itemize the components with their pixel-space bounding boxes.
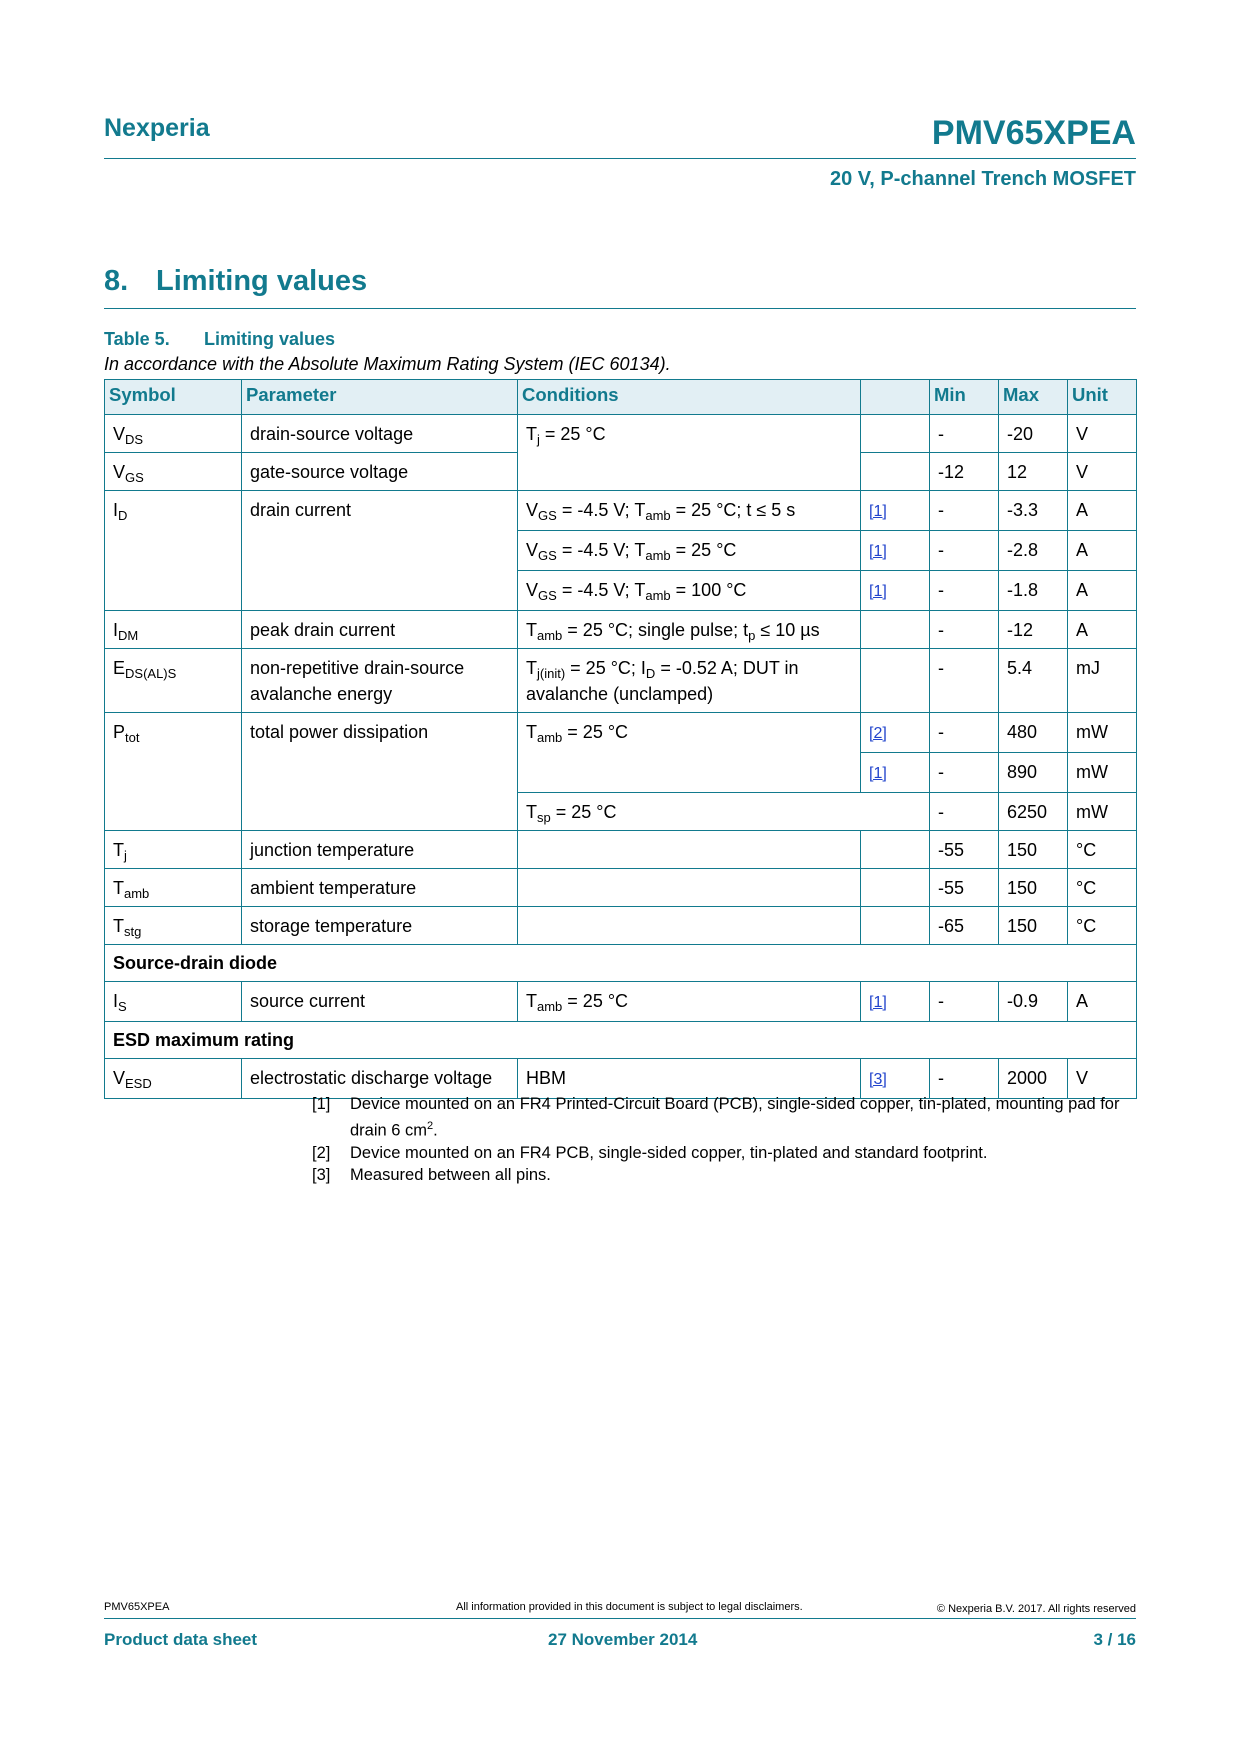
header-max: Max xyxy=(999,380,1068,415)
parameter-cell: storage temperature xyxy=(242,907,518,945)
table-row xyxy=(105,649,1137,713)
min-cell: -65 xyxy=(930,907,999,945)
symbol-cell: $I_{DM}$ xyxy=(105,611,242,649)
table-title: Limiting values xyxy=(204,329,336,349)
footer-copyright: © Nexperia B.V. 2017. All rights reserved xyxy=(936,1603,1136,1615)
min-cell: - xyxy=(930,491,999,531)
conditions-cell xyxy=(518,907,861,945)
min-cell: - xyxy=(930,649,999,713)
max-cell: 2000 xyxy=(999,1059,1068,1099)
max-cell: -12 xyxy=(999,611,1068,649)
ref-cell xyxy=(861,753,930,793)
parameter-cell: total power dissipation xyxy=(242,713,518,831)
table-row xyxy=(105,982,1137,1022)
parameter-cell: source current xyxy=(242,982,518,1022)
max-cell: 150 xyxy=(999,907,1068,945)
unit-cell: A xyxy=(1068,491,1137,531)
ref-cell xyxy=(861,531,930,571)
unit-cell: mW xyxy=(1068,793,1137,831)
max-cell: 5.4 xyxy=(999,649,1068,713)
group-row xyxy=(105,1022,1137,1059)
footer-page-number: 3 / 16 xyxy=(1093,1630,1136,1649)
min-cell: -55 xyxy=(930,831,999,869)
ref-cell xyxy=(861,415,930,453)
section-rule xyxy=(104,308,1136,309)
unit-cell: A xyxy=(1068,982,1137,1022)
limiting-values-table xyxy=(104,379,1137,1099)
unit-cell: °C xyxy=(1068,907,1137,945)
max-cell: -2.8 xyxy=(999,531,1068,571)
conditions-cell: $T_{sp} = 25$ °C xyxy=(518,793,930,831)
conditions-cell: $T_{amb} = 25$ °C xyxy=(518,982,861,1022)
ref-cell xyxy=(861,611,930,649)
header-min: Min xyxy=(930,380,999,415)
parameter-cell: electrostatic discharge voltage xyxy=(242,1059,518,1099)
conditions-cell: $T_{amb} = 25$ °C; single pulse; $t_p \le 10$ µs xyxy=(518,611,861,649)
footnote-link[interactable]: [1] xyxy=(869,765,887,782)
unit-cell: A xyxy=(1068,571,1137,611)
unit-cell: °C xyxy=(1068,869,1137,907)
min-cell: - xyxy=(930,753,999,793)
ref-cell xyxy=(861,649,930,713)
conditions-cell xyxy=(518,869,861,907)
conditions-cell: $T_{amb} = 25$ °C xyxy=(518,713,861,793)
conditions-cell: $T_{j(init)} = 25$ °C; $I_D = -0.52$ A; DUT in avalanche (unclamped) xyxy=(518,649,861,713)
footnote xyxy=(312,1164,1142,1186)
header-rule xyxy=(104,158,1136,159)
max-cell: -1.8 xyxy=(999,571,1068,611)
header-conditions: Conditions xyxy=(518,380,861,415)
footnote-link[interactable]: [1] xyxy=(869,503,887,520)
footnote-link[interactable]: [1] xyxy=(869,583,887,600)
header-symbol: Symbol xyxy=(105,380,242,415)
min-cell: - xyxy=(930,793,999,831)
min-cell: -55 xyxy=(930,869,999,907)
parameter-cell: non-repetitive drain-source avalanche energy xyxy=(242,649,518,713)
footnote-mark: [3] xyxy=(312,1165,331,1184)
max-cell: -3.3 xyxy=(999,491,1068,531)
unit-cell: A xyxy=(1068,611,1137,649)
table-row xyxy=(105,611,1137,649)
footer-disclaimer: All information provided in this document is subject to legal disclaimers. xyxy=(456,1601,803,1613)
footnote-link[interactable]: [1] xyxy=(869,994,887,1011)
min-cell: - xyxy=(930,713,999,753)
footnote-link[interactable]: [3] xyxy=(869,1071,887,1088)
unit-cell: °C xyxy=(1068,831,1137,869)
section-number: 8. xyxy=(104,265,129,297)
unit-cell: A xyxy=(1068,531,1137,571)
footnote-link[interactable]: [1] xyxy=(869,543,887,560)
table-row xyxy=(105,491,1137,531)
ref-cell xyxy=(861,869,930,907)
conditions-cell: $V_{GS} = -4.5$ V; $T_{amb} = 25$ °C; t ≤ 5 s xyxy=(518,491,861,531)
conditions-cell xyxy=(518,831,861,869)
symbol-cell: $P_{tot}$ xyxy=(105,713,242,831)
footnote-text: Device mounted on an FR4 PCB, single-sided copper, tin-plated and standard footprint. xyxy=(350,1143,988,1162)
max-cell: 150 xyxy=(999,831,1068,869)
symbol-cell: $V_{ESD}$ xyxy=(105,1059,242,1099)
group-heading: Source-drain diode xyxy=(105,945,1137,982)
section-heading xyxy=(104,265,367,298)
max-cell: -0.9 xyxy=(999,982,1068,1022)
ref-cell xyxy=(861,907,930,945)
conditions-cell: HBM xyxy=(518,1059,861,1099)
symbol-cell: $V_{GS}$ xyxy=(105,453,242,491)
parameter-cell: drain current xyxy=(242,491,518,611)
ref-cell xyxy=(861,982,930,1022)
conditions-cell: $V_{GS} = -4.5$ V; $T_{amb} = 25$ °C xyxy=(518,531,861,571)
max-cell: 12 xyxy=(999,453,1068,491)
footnote-text: Device mounted on an FR4 Printed-Circuit Board (PCB), single-sided copper, tin-plated, mounting pad for drain 6 $cm^2$. xyxy=(350,1095,1120,1140)
max-cell: 6250 xyxy=(999,793,1068,831)
ref-cell xyxy=(861,453,930,491)
table-row xyxy=(105,713,1137,753)
parameter-cell: junction temperature xyxy=(242,831,518,869)
brand-name: Nexperia xyxy=(104,114,210,142)
max-cell: -20 xyxy=(999,415,1068,453)
unit-cell: V xyxy=(1068,415,1137,453)
min-cell: -12 xyxy=(930,453,999,491)
unit-cell: mJ xyxy=(1068,649,1137,713)
unit-cell: mW xyxy=(1068,753,1137,793)
document-subtitle: 20 V, P-channel Trench MOSFET xyxy=(829,168,1136,190)
ref-cell xyxy=(861,713,930,753)
footer-date: 27 November 2014 xyxy=(548,1630,698,1649)
min-cell: - xyxy=(930,571,999,611)
section-title: Limiting values xyxy=(156,265,368,297)
footer-rule xyxy=(104,1618,1136,1619)
ref-cell xyxy=(861,491,930,531)
symbol-cell: $T_{stg}$ xyxy=(105,907,242,945)
table-row xyxy=(105,869,1137,907)
max-cell: 480 xyxy=(999,713,1068,753)
table-note: In accordance with the Absolute Maximum Rating System (IEC 60134). xyxy=(104,354,671,374)
table-row xyxy=(105,415,1137,453)
min-cell: - xyxy=(930,531,999,571)
unit-cell: mW xyxy=(1068,713,1137,753)
group-row xyxy=(105,945,1137,982)
table-label: Table 5. xyxy=(104,329,170,349)
ref-cell xyxy=(861,831,930,869)
symbol-cell: $T_j$ xyxy=(105,831,242,869)
table-row xyxy=(105,831,1137,869)
min-cell: - xyxy=(930,982,999,1022)
symbol-cell: $I_S$ xyxy=(105,982,242,1022)
footnote-text: Measured between all pins. xyxy=(350,1165,551,1184)
symbol-cell: $E_{DS(AL)S}$ xyxy=(105,649,242,713)
unit-cell: V xyxy=(1068,1059,1137,1099)
max-cell: 890 xyxy=(999,753,1068,793)
header-unit: Unit xyxy=(1068,380,1137,415)
footer-document-type: Product data sheet xyxy=(104,1630,258,1649)
footnote-mark: [1] xyxy=(312,1095,331,1113)
footnote-link[interactable]: [2] xyxy=(869,725,887,742)
parameter-cell: ambient temperature xyxy=(242,869,518,907)
min-cell: - xyxy=(930,1059,999,1099)
header-parameter: Parameter xyxy=(242,380,518,415)
footnote xyxy=(312,1093,1142,1142)
table-row xyxy=(105,907,1137,945)
header-ref xyxy=(861,380,930,415)
conditions-cell: $T_j = 25$ °C xyxy=(518,415,861,491)
ref-cell xyxy=(861,571,930,611)
parameter-cell: peak drain current xyxy=(242,611,518,649)
table-caption xyxy=(104,329,335,350)
parameter-cell: gate-source voltage xyxy=(242,453,518,491)
symbol-cell: $I_D$ xyxy=(105,491,242,611)
symbol-cell: $T_{amb}$ xyxy=(105,869,242,907)
conditions-cell: $V_{GS} = -4.5$ V; $T_{amb} = 100$ °C xyxy=(518,571,861,611)
footnotes xyxy=(312,1093,1142,1186)
unit-cell: V xyxy=(1068,453,1137,491)
footnote xyxy=(312,1142,1142,1164)
group-heading: ESD maximum rating xyxy=(105,1022,1137,1059)
footer-document-code: PMV65XPEA xyxy=(104,1601,170,1613)
min-cell: - xyxy=(930,415,999,453)
symbol-cell: $V_{DS}$ xyxy=(105,415,242,453)
parameter-cell: drain-source voltage xyxy=(242,415,518,453)
min-cell: - xyxy=(930,611,999,649)
table-header-row xyxy=(105,380,1137,415)
footnote-mark: [2] xyxy=(312,1143,331,1162)
max-cell: 150 xyxy=(999,869,1068,907)
part-number: PMV65XPEA xyxy=(931,114,1136,152)
